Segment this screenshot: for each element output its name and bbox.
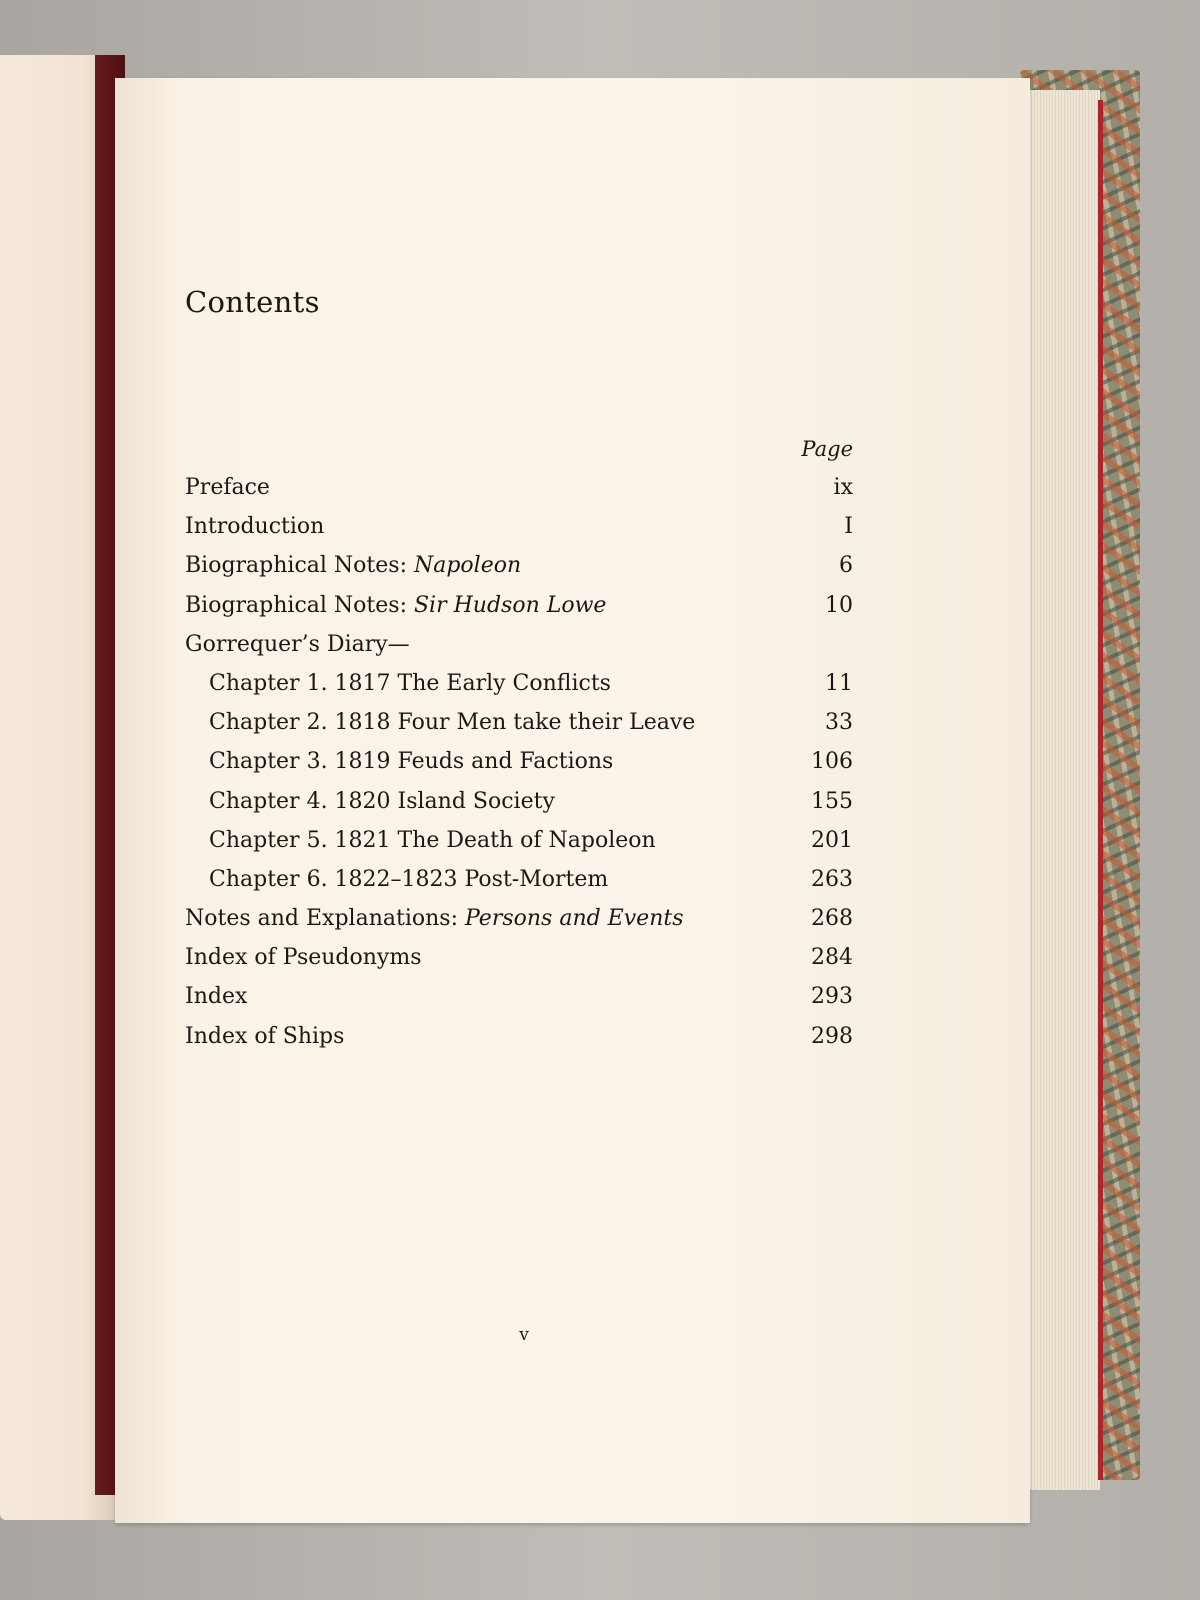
red-page-edge [1098,100,1103,1480]
toc-entry [185,514,853,553]
toc-entry-page: 33 [825,710,853,736]
toc-entry-page: I [844,514,853,540]
toc-entry-page: 106 [811,749,853,775]
page-edges [1020,90,1100,1490]
toc-entry-title: Chapter 3. 1819 Feuds and Factions [209,749,614,775]
toc-entry-title: Notes and Explanations: Persons and Events [185,906,684,932]
page-title: Contents [185,285,320,319]
toc-entry-title: Index [185,984,248,1010]
toc-entry [185,945,853,984]
toc-entry-page: 201 [811,827,853,853]
toc-entry [185,749,853,788]
toc-entry [185,710,853,749]
toc-entry [185,789,853,828]
toc-entry [185,906,853,945]
toc-entry-title: Preface [185,475,270,500]
toc-entry [185,867,853,906]
toc-entry [185,475,853,514]
toc-entry-title: Biographical Notes: Napoleon [185,553,522,579]
toc-entry-page: 268 [811,906,853,932]
toc-entry-title: Chapter 6. 1822–1823 Post-Mortem [209,866,609,892]
toc-entry-title: Chapter 2. 1818 Four Men take their Leave [209,710,696,736]
toc-entry-page: 263 [811,866,853,892]
toc-entry-page: 293 [811,984,853,1010]
toc-entry-title: Introduction [185,514,325,540]
toc-entry-page: 6 [839,553,853,579]
toc-entry [185,984,853,1023]
toc-entry-title: Biographical Notes: Sir Hudson Lowe [185,592,607,618]
toc-entry-title: Index of Ships [185,1023,345,1049]
toc-entry-page: 155 [811,788,853,814]
toc-entry [185,1024,853,1063]
page-folio: v [519,1325,529,1345]
toc-entry [185,553,853,592]
toc-entry-title: Gorrequer’s Diary— [185,631,410,657]
toc-entry-title: Index of Pseudonyms [185,945,422,971]
page-column-label: Page [801,437,853,461]
toc-entry [185,632,853,671]
toc-entry-title: Chapter 1. 1817 The Early Conflicts [209,670,611,696]
toc-entry-page: 10 [825,592,853,618]
toc-entry-page: ix [833,475,853,500]
table-of-contents [185,475,853,1063]
toc-entry [185,593,853,632]
toc-entry [185,671,853,710]
toc-entry-title: Chapter 4. 1820 Island Society [209,788,555,814]
toc-entry-page: 284 [811,945,853,971]
toc-entry-title: Chapter 5. 1821 The Death of Napoleon [209,827,656,853]
toc-entry-page: 298 [811,1023,853,1049]
toc-entry-page: 11 [825,670,853,696]
toc-entry [185,828,853,867]
